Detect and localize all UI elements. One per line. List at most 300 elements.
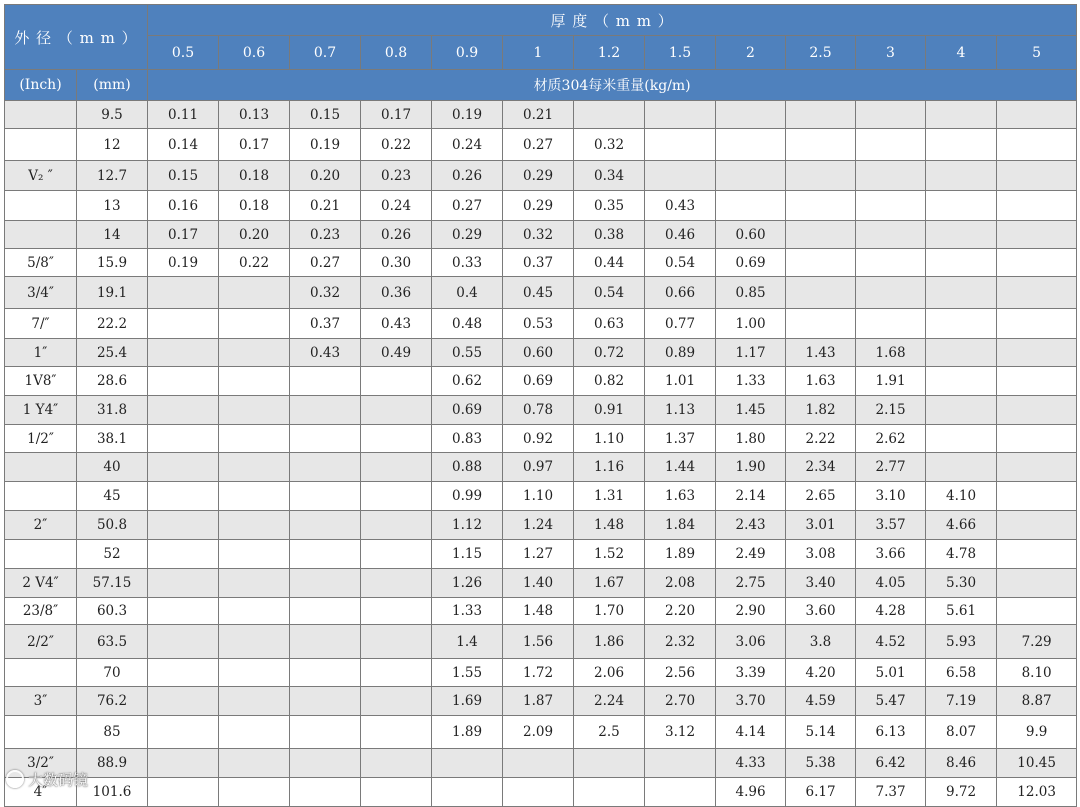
weight-cell: 0.35 (574, 191, 645, 221)
weight-cell: 0.44 (574, 249, 645, 277)
weight-cell: 3.40 (786, 569, 856, 598)
weight-cell: 0.91 (574, 396, 645, 425)
weight-cell (503, 778, 574, 807)
weight-cell (148, 540, 219, 569)
weight-cell (219, 453, 290, 482)
weight-cell (926, 339, 997, 367)
weight-cell: 0.13 (219, 101, 290, 129)
mm-cell: 50.8 (77, 511, 148, 540)
outer-diameter-header: 外 径 （ m m ） (5, 5, 148, 70)
weight-cell: 0.69 (716, 249, 786, 277)
table-row (5, 221, 1077, 249)
weight-cell (856, 309, 926, 339)
weight-cell: 2.65 (786, 482, 856, 511)
table-row (5, 191, 1077, 221)
weight-cell: 5.14 (786, 716, 856, 749)
weight-cell: 1.4 (432, 625, 503, 659)
thickness-col-12: 5 (997, 36, 1077, 70)
mm-cell: 85 (77, 716, 148, 749)
weight-cell: 0.43 (361, 309, 432, 339)
weight-cell (645, 129, 716, 161)
table-row (5, 625, 1077, 659)
table-row (5, 511, 1077, 540)
steel-pipe-weight-table (4, 4, 1077, 807)
weight-cell (361, 598, 432, 625)
weight-cell: 3.70 (716, 687, 786, 716)
weight-cell: 2.43 (716, 511, 786, 540)
weight-cell: 0.48 (432, 309, 503, 339)
weight-cell: 0.15 (148, 161, 219, 191)
weight-cell (361, 482, 432, 511)
inch-cell (5, 659, 77, 687)
weight-cell (219, 540, 290, 569)
weight-cell (856, 161, 926, 191)
weight-cell: 0.32 (290, 277, 361, 309)
weight-cell (997, 598, 1077, 625)
inch-cell: 1V8″ (5, 367, 77, 396)
header-row-units (5, 70, 1077, 101)
weight-cell: 0.29 (503, 191, 574, 221)
weight-cell: 0.14 (148, 129, 219, 161)
weight-cell (290, 778, 361, 807)
weight-cell (148, 569, 219, 598)
weight-cell: 0.21 (290, 191, 361, 221)
weight-cell (219, 659, 290, 687)
mm-cell: 15.9 (77, 249, 148, 277)
weight-cell (361, 569, 432, 598)
weight-cell (219, 425, 290, 453)
weight-cell: 8.46 (926, 749, 997, 778)
weight-cell: 1.10 (574, 425, 645, 453)
weight-cell: 0.69 (503, 367, 574, 396)
weight-cell: 0.77 (645, 309, 716, 339)
weight-cell: 0.97 (503, 453, 574, 482)
weight-cell: 1.89 (645, 540, 716, 569)
weight-cell (926, 221, 997, 249)
weight-cell (148, 339, 219, 367)
weight-cell (219, 687, 290, 716)
weight-cell: 0.99 (432, 482, 503, 511)
weight-cell (219, 396, 290, 425)
weight-cell: 3.06 (716, 625, 786, 659)
weight-cell: 1.67 (574, 569, 645, 598)
weight-cell: 0.33 (432, 249, 503, 277)
weight-cell (219, 367, 290, 396)
weight-cell (997, 453, 1077, 482)
weight-cell: 0.37 (290, 309, 361, 339)
weight-cell (856, 101, 926, 129)
weight-cell: 0.26 (361, 221, 432, 249)
weight-cell: 6.13 (856, 716, 926, 749)
weight-cell (148, 716, 219, 749)
weight-cell: 3.66 (856, 540, 926, 569)
weight-cell (997, 339, 1077, 367)
weight-cell (148, 625, 219, 659)
weight-cell: 4.28 (856, 598, 926, 625)
inch-cell: 5/8″ (5, 249, 77, 277)
weight-cell: 3.60 (786, 598, 856, 625)
mm-cell: 57.15 (77, 569, 148, 598)
weight-cell (219, 598, 290, 625)
weight-cell: 1.89 (432, 716, 503, 749)
weight-cell: 4.20 (786, 659, 856, 687)
weight-cell: 7.29 (997, 625, 1077, 659)
weight-cell (290, 749, 361, 778)
weight-cell (148, 687, 219, 716)
weight-cell: 2.77 (856, 453, 926, 482)
weight-cell (997, 129, 1077, 161)
weight-cell: 2.90 (716, 598, 786, 625)
table-body (5, 101, 1077, 807)
weight-cell (148, 778, 219, 807)
weight-cell (290, 367, 361, 396)
weight-cell: 4.96 (716, 778, 786, 807)
weight-cell: 4.66 (926, 511, 997, 540)
mm-cell: 40 (77, 453, 148, 482)
weight-cell (361, 425, 432, 453)
weight-cell (856, 221, 926, 249)
weight-cell (148, 482, 219, 511)
weight-cell (716, 161, 786, 191)
weight-cell: 0.54 (645, 249, 716, 277)
weight-cell: 2.24 (574, 687, 645, 716)
weight-cell: 3.08 (786, 540, 856, 569)
table-row (5, 598, 1077, 625)
weight-cell (219, 482, 290, 511)
weight-cell: 1.10 (503, 482, 574, 511)
weight-cell (716, 129, 786, 161)
table-row (5, 540, 1077, 569)
weight-cell (432, 778, 503, 807)
weight-cell (148, 511, 219, 540)
inch-cell: 1 Y4″ (5, 396, 77, 425)
mm-cell: 60.3 (77, 598, 148, 625)
weight-cell: 1.40 (503, 569, 574, 598)
weight-cell: 1.84 (645, 511, 716, 540)
weight-cell (148, 659, 219, 687)
weight-cell (856, 277, 926, 309)
weight-cell: 0.27 (432, 191, 503, 221)
header-row-thickness (5, 5, 1077, 36)
weight-cell: 2.62 (856, 425, 926, 453)
table-row (5, 339, 1077, 367)
weight-cell: 1.70 (574, 598, 645, 625)
weight-cell (148, 749, 219, 778)
weight-cell: 0.69 (432, 396, 503, 425)
weight-cell (219, 625, 290, 659)
weight-cell (786, 249, 856, 277)
weight-cell: 4.14 (716, 716, 786, 749)
weight-cell (997, 540, 1077, 569)
thickness-col-7: 1.5 (645, 36, 716, 70)
weight-cell: 0.60 (716, 221, 786, 249)
weight-cell (290, 453, 361, 482)
weight-cell (290, 540, 361, 569)
table-row (5, 482, 1077, 511)
weight-cell: 3.01 (786, 511, 856, 540)
table-row (5, 716, 1077, 749)
weight-cell: 1.17 (716, 339, 786, 367)
table-row (5, 161, 1077, 191)
weight-cell (219, 511, 290, 540)
weight-cell (219, 277, 290, 309)
inch-cell: 1″ (5, 339, 77, 367)
weight-cell (786, 309, 856, 339)
weight-cell (786, 161, 856, 191)
weight-cell: 1.63 (786, 367, 856, 396)
table-row (5, 277, 1077, 309)
weight-cell: 1.69 (432, 687, 503, 716)
weight-cell (148, 453, 219, 482)
weight-cell: 0.43 (645, 191, 716, 221)
weight-cell: 0.82 (574, 367, 645, 396)
weight-cell: 5.38 (786, 749, 856, 778)
weight-cell (503, 749, 574, 778)
weight-cell: 1.55 (432, 659, 503, 687)
weight-cell (290, 511, 361, 540)
weight-cell: 0.19 (432, 101, 503, 129)
weight-cell (926, 101, 997, 129)
weight-cell: 1.63 (645, 482, 716, 511)
weight-cell (926, 277, 997, 309)
weight-cell (361, 687, 432, 716)
weight-cell (645, 161, 716, 191)
mm-cell: 45 (77, 482, 148, 511)
weight-cell (786, 129, 856, 161)
weight-cell: 1.33 (432, 598, 503, 625)
weight-cell (926, 396, 997, 425)
inch-cell: 23/8″ (5, 598, 77, 625)
mm-cell: 28.6 (77, 367, 148, 396)
weight-cell: 0.53 (503, 309, 574, 339)
weight-cell: 9.9 (997, 716, 1077, 749)
weight-cell: 1.48 (503, 598, 574, 625)
inch-cell (5, 482, 77, 511)
mm-cell: 31.8 (77, 396, 148, 425)
thickness-col-9: 2.5 (786, 36, 856, 70)
inch-cell: V₂ ″ (5, 161, 77, 191)
thickness-col-10: 3 (856, 36, 926, 70)
thickness-header: 厚 度 （ m m ） (148, 5, 1077, 36)
weight-cell (926, 249, 997, 277)
weight-cell: 6.58 (926, 659, 997, 687)
mm-cell: 101.6 (77, 778, 148, 807)
weight-cell: 0.43 (290, 339, 361, 367)
weight-cell (926, 129, 997, 161)
weight-cell (926, 453, 997, 482)
weight-cell: 1.72 (503, 659, 574, 687)
inch-cell: 2 V4″ (5, 569, 77, 598)
weight-cell: 0.36 (361, 277, 432, 309)
weight-cell: 6.42 (856, 749, 926, 778)
mm-cell: 52 (77, 540, 148, 569)
inch-cell (5, 540, 77, 569)
inch-cell (5, 129, 77, 161)
weight-cell (645, 749, 716, 778)
weight-cell (361, 540, 432, 569)
weight-cell (997, 309, 1077, 339)
weight-cell (645, 101, 716, 129)
weight-cell (997, 511, 1077, 540)
weight-cell (219, 749, 290, 778)
weight-cell: 0.17 (148, 221, 219, 249)
weight-cell: 2.75 (716, 569, 786, 598)
weight-cell: 4.78 (926, 540, 997, 569)
weight-cell: 0.49 (361, 339, 432, 367)
weight-cell: 0.45 (503, 277, 574, 309)
inch-cell (5, 221, 77, 249)
weight-cell: 0.38 (574, 221, 645, 249)
weight-cell (219, 569, 290, 598)
weight-cell: 1.27 (503, 540, 574, 569)
weight-cell: 4.05 (856, 569, 926, 598)
mm-cell: 38.1 (77, 425, 148, 453)
mm-cell: 9.5 (77, 101, 148, 129)
mm-cell: 13 (77, 191, 148, 221)
weight-cell: 2.5 (574, 716, 645, 749)
thickness-col-1: 0.6 (219, 36, 290, 70)
table-row (5, 778, 1077, 807)
weight-cell: 0.11 (148, 101, 219, 129)
weight-cell: 2.32 (645, 625, 716, 659)
header-row-thickness-values (5, 36, 1077, 70)
weight-cell (926, 161, 997, 191)
weight-cell: 4.33 (716, 749, 786, 778)
weight-cell (786, 191, 856, 221)
thickness-col-6: 1.2 (574, 36, 645, 70)
weight-cell (361, 659, 432, 687)
weight-cell: 1.33 (716, 367, 786, 396)
weight-cell: 0.85 (716, 277, 786, 309)
table-row (5, 249, 1077, 277)
weight-cell: 0.60 (503, 339, 574, 367)
weight-cell: 5.01 (856, 659, 926, 687)
weight-cell: 0.20 (219, 221, 290, 249)
mm-cell: 22.2 (77, 309, 148, 339)
weight-cell: 0.23 (361, 161, 432, 191)
weight-cell: 2.08 (645, 569, 716, 598)
weight-cell: 3.39 (716, 659, 786, 687)
weight-cell: 4.10 (926, 482, 997, 511)
thickness-col-5: 1 (503, 36, 574, 70)
weight-cell (290, 687, 361, 716)
weight-cell (856, 191, 926, 221)
weight-cell (219, 778, 290, 807)
weight-cell (574, 778, 645, 807)
weight-cell: 8.07 (926, 716, 997, 749)
weight-cell: 1.91 (856, 367, 926, 396)
weight-cell (219, 309, 290, 339)
weight-cell (926, 425, 997, 453)
weight-cell (997, 221, 1077, 249)
weight-cell: 0.20 (290, 161, 361, 191)
material-weight-header: 材质304每米重量(kg/m) (148, 70, 1077, 101)
weight-cell: 0.30 (361, 249, 432, 277)
weight-cell (786, 221, 856, 249)
weight-cell: 2.09 (503, 716, 574, 749)
weight-cell: 1.00 (716, 309, 786, 339)
weight-cell: 0.26 (432, 161, 503, 191)
weight-cell (361, 367, 432, 396)
weight-cell: 3.8 (786, 625, 856, 659)
weight-cell: 1.48 (574, 511, 645, 540)
weight-cell: 0.46 (645, 221, 716, 249)
table-row (5, 129, 1077, 161)
weight-cell: 2.56 (645, 659, 716, 687)
table-row (5, 569, 1077, 598)
weight-cell: 0.89 (645, 339, 716, 367)
weight-cell: 1.80 (716, 425, 786, 453)
weight-cell: 0.63 (574, 309, 645, 339)
thickness-col-0: 0.5 (148, 36, 219, 70)
weight-cell: 3.12 (645, 716, 716, 749)
thickness-col-4: 0.9 (432, 36, 503, 70)
inch-cell: 2″ (5, 511, 77, 540)
mm-cell: 88.9 (77, 749, 148, 778)
table-row (5, 425, 1077, 453)
weight-cell: 1.86 (574, 625, 645, 659)
weight-cell (148, 396, 219, 425)
weight-cell (290, 396, 361, 425)
weight-cell: 0.18 (219, 191, 290, 221)
weight-cell (148, 367, 219, 396)
weight-cell: 2.34 (786, 453, 856, 482)
weight-cell: 2.14 (716, 482, 786, 511)
weight-cell (926, 191, 997, 221)
weight-cell: 0.62 (432, 367, 503, 396)
weight-cell: 0.17 (361, 101, 432, 129)
weight-cell (716, 101, 786, 129)
weight-cell: 6.17 (786, 778, 856, 807)
table-row (5, 101, 1077, 129)
mm-cell: 12.7 (77, 161, 148, 191)
weight-cell: 8.87 (997, 687, 1077, 716)
table-row (5, 396, 1077, 425)
weight-cell: 5.47 (856, 687, 926, 716)
mm-cell: 19.1 (77, 277, 148, 309)
weight-cell (148, 598, 219, 625)
weight-cell: 3.57 (856, 511, 926, 540)
mm-cell: 63.5 (77, 625, 148, 659)
weight-cell: 0.21 (503, 101, 574, 129)
weight-cell: 0.83 (432, 425, 503, 453)
table-wrapper (4, 4, 1076, 807)
weight-cell: 0.72 (574, 339, 645, 367)
weight-cell: 1.24 (503, 511, 574, 540)
inch-cell: 7/″ (5, 309, 77, 339)
weight-cell: 2.06 (574, 659, 645, 687)
weight-cell (361, 749, 432, 778)
weight-cell: 5.61 (926, 598, 997, 625)
weight-cell: 1.90 (716, 453, 786, 482)
weight-cell: 0.55 (432, 339, 503, 367)
weight-cell: 0.17 (219, 129, 290, 161)
weight-cell: 0.15 (290, 101, 361, 129)
weight-cell (290, 659, 361, 687)
mm-cell: 76.2 (77, 687, 148, 716)
weight-cell (219, 339, 290, 367)
weight-cell (645, 778, 716, 807)
weight-cell (290, 598, 361, 625)
weight-cell (997, 425, 1077, 453)
inch-cell (5, 716, 77, 749)
weight-cell (574, 101, 645, 129)
weight-cell: 1.52 (574, 540, 645, 569)
inch-column-header: (Inch) (5, 70, 77, 101)
thickness-col-11: 4 (926, 36, 997, 70)
inch-cell: 2/2″ (5, 625, 77, 659)
weight-cell: 1.44 (645, 453, 716, 482)
